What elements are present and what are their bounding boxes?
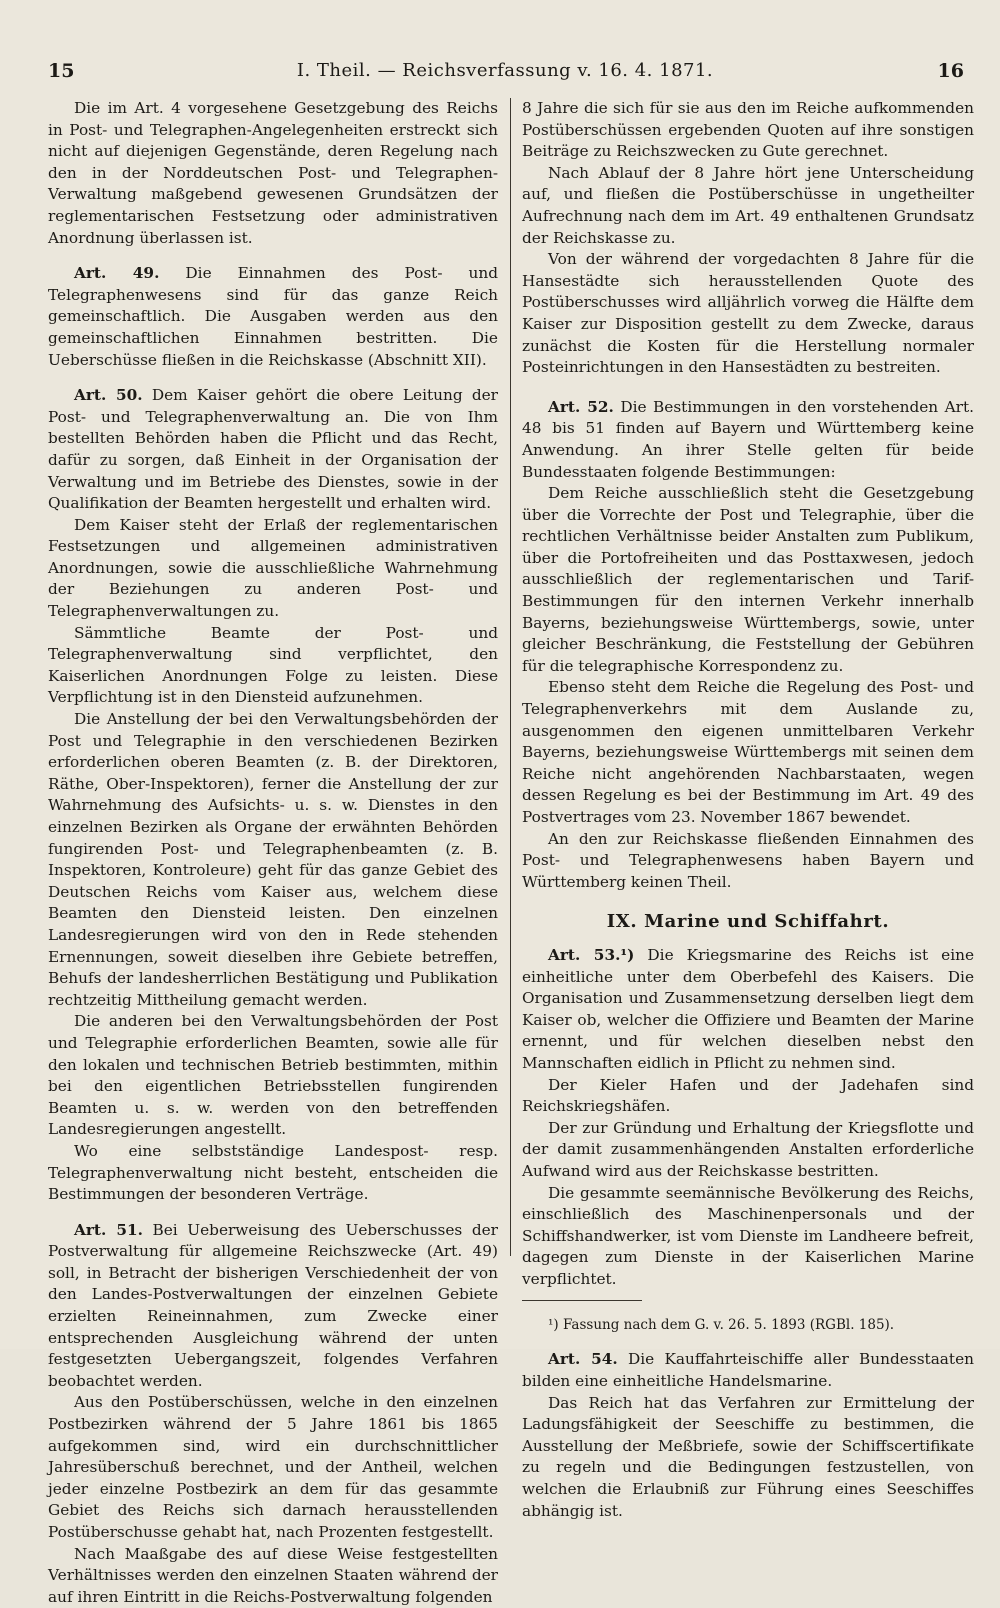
paragraph: Die anderen bei den Verwaltungsbehörden der Post und Telegraphie erforderlichen Beamten, sowie alle für den lokalen und technischen Betrieb bestimmten, mithin bei den eigentlichen Betriebsstellen fungirenden Beamten u. s. w. werden von den betreffenden Landesregierungen angestellt. (48, 1012, 498, 1139)
running-title: I. Theil. — Reichsverfassung v. 16. 4. 1871. (296, 60, 714, 81)
paragraph: Aus den Postüberschüssen, welche in den einzelnen Postbezirken während der 5 Jahre 1861 bis 1865 aufgekommen sind, wird ein durchschnittlicher Jahresüberschuß berechnet, und der Antheil, welchen jeder einzelne Postbezirk an dem für das gesammte Gebiet des Reichs sich darnach herausstellenden Postüberschusse gehabt hat, nach Prozenten festgestellt. (48, 1393, 498, 1541)
page-number-right: 16 (937, 60, 964, 82)
paragraph: Von der während der vorgedachten 8 Jahre für die Hansestädte sich herausstellenden Quote des Postüberschusses wird alljährlich vorweg die Hälfte dem Kaiser zur Disposition gestellt zu dem Zwecke, daraus zunächst die Kosten für die Herstellung normaler Posteinrichtungen in den Hansestädten zu bestreiten. (522, 250, 974, 377)
section-heading: IX. Marine und Schiffahrt. (606, 911, 890, 933)
article-53 (522, 945, 974, 1075)
article-label: Art. 49. (74, 264, 160, 283)
left-column (48, 98, 498, 1608)
paragraph: Der zur Gründung und Erhaltung der Kriegsflotte und der damit zusammenhängenden Anstalten erforderliche Aufwand wird aus der Reichskasse bestritten. (522, 1118, 974, 1180)
paragraph: Sämmtliche Beamte der Post- und Telegraphenverwaltung sind verpflichtet, den Kaiserlichen Anordnungen Folge zu leisten. Diese Verpflichtung ist in den Diensteid aufzunehmen. (48, 623, 498, 707)
article-50 (48, 385, 498, 515)
paragraph: Die Anstellung der bei den Verwaltungsbehörden der Post und Telegraphie in den verschiedenen Bezirken erforderlichen oberen Beamten (z. B. der Direktoren, Räthe, Ober-Inspektoren), ferner die Anstellung der zur Wahrnehmung des Aufsichts- u. s. w. Dienstes in den einzelnen Bezirken als Organe der erwähnten Behörden fungirenden Post- und Telegraphenbeamten (z. B. Inspektoren, Kontroleure) geht für das ganze Gebiet des Deutschen Reichs vom Kaiser aus, welchem diese Beamten den Diensteid leisten. Den einzelnen Landesregierungen wird von den in Rede stehenden Ernennungen, soweit dieselben ihre Gebiete betreffen, Behufs der landesherrlichen Bestätigung und Publikation rechtzeitig Mittheilung gemacht werden. (48, 710, 498, 1009)
paragraph: Dem Reiche ausschließlich steht die Gesetzgebung über die Vorrechte der Post und Telegraphie, über die rechtlichen Verhältnisse beider Anstalten zum Publikum, über die Portofreiheiten und das Posttaxwesen, jedoch ausschließlich der reglementarischen und Tarif-Bestimmungen für den internen Verkehr innerhalb Bayerns, beziehungsweise Württembergs, sowie, unter gleicher Beschränkung, die Feststellung der Gebühren für die telegraphische Korrespondenz zu. (522, 484, 974, 675)
paragraph: Nach Maaßgabe des auf diese Weise festgestellten Verhältnisses werden den einzelnen Staaten während der auf ihren Eintritt in die Reichs-Postverwaltung folgenden (48, 1544, 498, 1606)
footnote-rule (522, 1300, 642, 1301)
paragraph: Wo eine selbstständige Landespost- resp. Telegraphenverwaltung nicht besteht, entscheiden die Bestimmungen der besonderen Verträge. (48, 1141, 498, 1204)
article-text: Die Einnahmen des Post- und Telegraphenwesens sind für das ganze Reich gemeinschaftlich. Die Ausgaben werden aus den gemeinschaftlichen Einnahmen bestritten. Die Ueberschüsse fließen in die Reichskasse (Abschnitt XII). (48, 264, 498, 369)
article-label: Art. 54. (548, 1350, 618, 1369)
article-49 (48, 263, 498, 371)
paragraph: Die gesammte seemännische Bevölkerung des Reichs, einschließlich des Maschinenpersonals und der Schiffshandwerker, ist vom Dienste im Landheere befreit, dagegen zum Dienste in der Kaiserlichen Marine verpflichtet. (522, 1183, 974, 1288)
paragraph: Die im Art. 4 vorgesehene Gesetzgebung des Reichs in Post- und Telegraphen-Angelegenheiten erstreckt sich nicht auf diejenigen Gegenstände, deren Regelung nach den in der Norddeutschen Post- und Telegraphen-Verwaltung maßgebend gewesenen Grundsätzen der reglementarischen Festsetzung oder administrativen Anordnung überlassen ist. (48, 99, 498, 247)
footnote: ¹) Fassung nach dem G. v. 26. 5. 1893 (RGBl. 185). (548, 1317, 895, 1334)
article-label: Art. 52. (548, 397, 614, 416)
article-label: Art. 53.¹) (548, 945, 635, 964)
paragraph: Nach Ablauf der 8 Jahre hört jene Unterscheidung auf, und fließen die Postüberschüsse in ungetheilter Aufrechnung nach dem im Art. 49 enthaltenen Grundsatz der Reichskasse zu. (522, 163, 974, 247)
column-divider (510, 98, 511, 1256)
paragraph: Dem Kaiser steht der Erlaß der reglementarischen Festsetzungen und allgemeinen administrativen Anordnungen, sowie die ausschließliche Wahrnehmung der Beziehungen zu anderen Post- und Telegraphenverwaltungen zu. (48, 515, 498, 621)
article-text: Die Kriegsmarine des Reichs ist eine einheitliche unter dem Oberbefehl des Kaisers. Die Organisation und Zusammensetzung derselben liegt dem Kaiser ob, welcher die Offiziere und Beamten der Marine ernennt, und für welchen dieselben nebst den Mannschaften eidlich in Pflicht zu nehmen sind. (522, 945, 974, 1072)
article-label: Art. 50. (74, 386, 143, 405)
article-text: Die Bestimmungen in den vorstehenden Art. 48 bis 51 finden auf Bayern und Württemberg keine Anwendung. An ihrer Stelle gelten für beide Bundesstaaten folgende Bestimmungen: (522, 397, 974, 481)
article-text: Die Kauffahrteischiffe aller Bundesstaaten bilden eine einheitliche Handelsmarine. (522, 1350, 974, 1391)
paragraph: Das Reich hat das Verfahren zur Ermittelung der Ladungsfähigkeit der Seeschiffe zu bestimmen, die Ausstellung der Meßbriefe, sowie der Schiffscertifikate zu regeln und die Bedingungen festzustellen, von welchen die Erlaubniß zur Führung eines Seeschiffes abhängig ist. (522, 1393, 974, 1520)
right-column (522, 98, 974, 1522)
paragraph: Ebenso steht dem Reiche die Regelung des Post- und Telegraphenverkehrs mit dem Auslande zu, ausgenommen den eigenen unmittelbaren Verkehr Bayerns, beziehungsweise Württembergs mit seinen dem Reiche nicht angehörenden Nachbarstaaten, wegen dessen Regelung es bei der Bestimmung im Art. 49 des Postvertrages vom 23. November 1867 bewendet. (522, 678, 974, 826)
page-header (40, 60, 970, 86)
article-text: Bei Ueberweisung des Ueberschusses der Postverwaltung für allgemeine Reichszwecke (Art. 49) soll, in Betracht der bisherigen Verschiedenheit der von den Landes-Postverwaltungen der einzelnen Gebiete erzielten Reineinnahmen, zum Zwecke einer entsprechenden Ausgleichung während der unten festgesetzten Uebergangszeit, folgendes Verfahren beobachtet werden. (48, 1220, 498, 1390)
article-51 (48, 1220, 498, 1393)
paragraph: Der Kieler Hafen und der Jadehafen sind Reichskriegshäfen. (522, 1075, 974, 1116)
article-52 (522, 397, 974, 483)
page-number-left: 15 (48, 60, 75, 82)
paragraph: 8 Jahre die sich für sie aus den im Reiche aufkommenden Postüberschüssen ergebenden Quoten auf ihre sonstigen Beiträge zu Reichszwecken zu Gute gerechnet. (522, 99, 974, 161)
article-text: Dem Kaiser gehört die obere Leitung der Post- und Telegraphenverwaltung an. Die von Ihm bestellten Behörden haben die Pflicht und das Recht, dafür zu sorgen, daß Einheit in der Organisation der Verwaltung und im Betriebe des Dienstes, sowie in der Qualifikation der Beamten hergestellt und erhalten wird. (48, 386, 498, 513)
article-54 (522, 1349, 974, 1392)
paragraph: An den zur Reichskasse fließenden Einnahmen des Post- und Telegraphenwesens haben Bayern und Württemberg keinen Theil. (522, 829, 974, 891)
article-label: Art. 51. (74, 1220, 143, 1239)
